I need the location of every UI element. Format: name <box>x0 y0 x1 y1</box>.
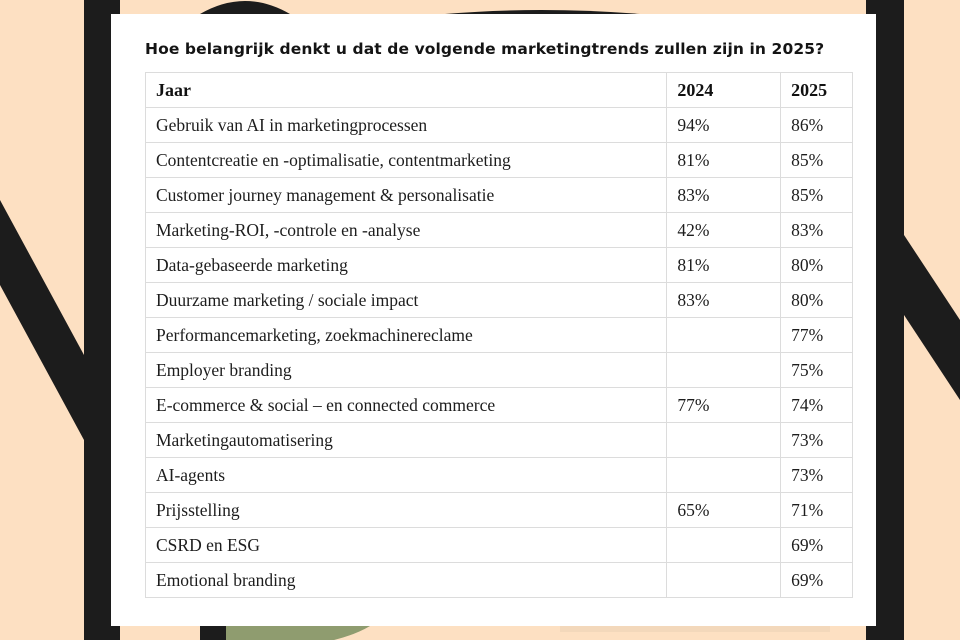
value-2025: 80% <box>781 283 853 318</box>
value-2024 <box>667 318 781 353</box>
survey-card <box>111 14 876 626</box>
table-row <box>146 528 853 563</box>
value-2025: 73% <box>781 423 853 458</box>
value-2024: 81% <box>667 248 781 283</box>
table-header-row <box>146 73 853 108</box>
value-2025: 83% <box>781 213 853 248</box>
value-2024: 65% <box>667 493 781 528</box>
trend-name: Performancemarketing, zoekmachinereclame <box>146 318 667 353</box>
value-2025: 71% <box>781 493 853 528</box>
table-row <box>146 458 853 493</box>
trend-name: Duurzame marketing / sociale impact <box>146 283 667 318</box>
table-row <box>146 388 853 423</box>
value-2024 <box>667 528 781 563</box>
bottom-right-bar <box>560 626 830 632</box>
trend-name: CSRD en ESG <box>146 528 667 563</box>
value-2025: 86% <box>781 108 853 143</box>
table-row <box>146 213 853 248</box>
value-2024: 81% <box>667 143 781 178</box>
value-2024: 83% <box>667 283 781 318</box>
trend-name: Customer journey management & personalisatie <box>146 178 667 213</box>
trend-name: Gebruik van AI in marketingprocessen <box>146 108 667 143</box>
trend-name: Marketingautomatisering <box>146 423 667 458</box>
trend-name: E-commerce & social – en connected commerce <box>146 388 667 423</box>
header-2024: 2024 <box>667 73 781 108</box>
trend-name: Data-gebaseerde marketing <box>146 248 667 283</box>
table-row <box>146 283 853 318</box>
trend-name: AI-agents <box>146 458 667 493</box>
header-2025: 2025 <box>781 73 853 108</box>
trend-name: Prijsstelling <box>146 493 667 528</box>
table-row <box>146 563 853 598</box>
table-row <box>146 108 853 143</box>
value-2025: 74% <box>781 388 853 423</box>
chart-title: Hoe belangrijk denkt u dat de volgende marketingtrends zullen zijn in 2025? <box>145 40 825 58</box>
table-row <box>146 353 853 388</box>
trend-name: Marketing-ROI, -controle en -analyse <box>146 213 667 248</box>
table-row <box>146 248 853 283</box>
value-2025: 85% <box>781 178 853 213</box>
value-2024 <box>667 423 781 458</box>
value-2025: 73% <box>781 458 853 493</box>
value-2025: 85% <box>781 143 853 178</box>
left-diagonal-stripe <box>0 200 84 440</box>
trend-name: Employer branding <box>146 353 667 388</box>
value-2025: 77% <box>781 318 853 353</box>
trend-name: Emotional branding <box>146 563 667 598</box>
table-row <box>146 493 853 528</box>
value-2024 <box>667 458 781 493</box>
value-2025: 75% <box>781 353 853 388</box>
trend-name: Contentcreatie en -optimalisatie, contentmarketing <box>146 143 667 178</box>
value-2024: 77% <box>667 388 781 423</box>
table-row <box>146 318 853 353</box>
right-diagonal-stripe <box>904 235 960 400</box>
value-2025: 69% <box>781 563 853 598</box>
table-row <box>146 423 853 458</box>
top-arc-left <box>200 1 290 14</box>
value-2024 <box>667 353 781 388</box>
table-row <box>146 178 853 213</box>
value-2024 <box>667 563 781 598</box>
header-jaar: Jaar <box>146 73 667 108</box>
value-2025: 80% <box>781 248 853 283</box>
trends-table <box>145 72 853 598</box>
value-2025: 69% <box>781 528 853 563</box>
value-2024: 83% <box>667 178 781 213</box>
bottom-dark-bar <box>200 626 226 640</box>
table-row <box>146 143 853 178</box>
bottom-green-shape <box>205 626 370 640</box>
value-2024: 42% <box>667 213 781 248</box>
value-2024: 94% <box>667 108 781 143</box>
